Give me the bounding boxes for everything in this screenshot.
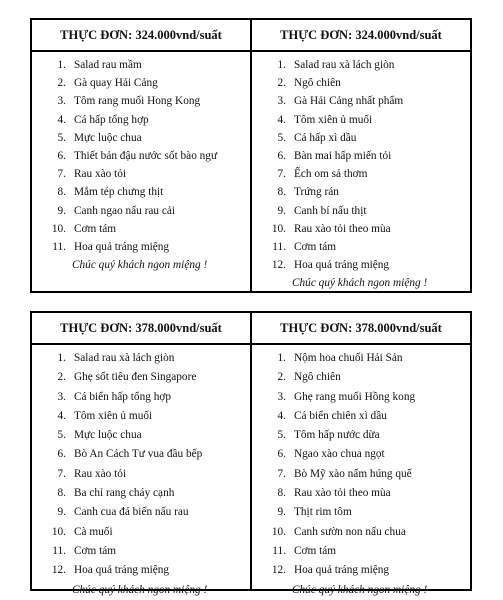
dish-item: 7. Rau xào tỏi <box>57 467 127 480</box>
dish-item: 11. Cơm tám <box>272 544 337 557</box>
dish-item: 8. Trứng rán <box>277 186 339 199</box>
dish-item: 3. Ghẹ rang muối Hồng kong <box>277 390 416 403</box>
dish-item: 3. Cá biển hấp tổng hợp <box>57 390 171 403</box>
menu-title: THỰC ĐƠN: 378.000vnd/suất <box>252 313 470 345</box>
dish-item: 9. Canh cua đá biển nấu rau <box>57 506 189 519</box>
dish-item: 5. Tôm hấp nước dừa <box>277 429 380 442</box>
dish-item: 9. Canh ngao nấu rau cải <box>57 204 176 217</box>
dish-list <box>252 52 470 274</box>
dish-list <box>32 52 250 256</box>
dish-item: 5. Cá hấp xì dầu <box>277 131 357 144</box>
menu-card-378-b <box>250 311 472 596</box>
closing-wish: Chúc quý khách ngon miệng ! <box>292 277 428 290</box>
dish-item: 2. Gà quay Hải Cảng <box>57 77 158 90</box>
dish-item: 9. Canh bí nấu thịt <box>277 204 367 217</box>
menu-title: THỰC ĐƠN: 378.000vnd/suất <box>32 313 250 345</box>
closing-wish: Chúc quý khách ngon miệng ! <box>72 259 208 272</box>
dish-item: 11. Cơm tám <box>272 240 337 253</box>
dish-item: 1. Salad rau mầm <box>57 59 142 71</box>
menu-card-324-a <box>30 18 252 293</box>
dish-item: 4. Cá biển chiên xì dầu <box>277 409 387 422</box>
dish-list <box>252 345 470 581</box>
dish-item: 10. Canh sườn non nấu chua <box>271 525 406 538</box>
closing-wish: Chúc quý khách ngon miệng ! <box>72 583 208 596</box>
menu-title: THỰC ĐƠN: 324.000vnd/suất <box>32 20 250 52</box>
dish-item: 5. Mực luộc chua <box>57 131 142 144</box>
dish-item: 1. Nộm hoa chuối Hải Sản <box>277 352 403 364</box>
dish-item: 3. Gà Hải Cảng nhất phẩm <box>277 95 404 108</box>
dish-item: 7. Bò Mỹ xào nấm húng quế <box>277 467 412 480</box>
dish-item: 12. Hoa quả tráng miệng <box>51 564 170 577</box>
dish-item: 6. Bò An Cách Tư vua đầu bếp <box>57 448 203 461</box>
dish-item: 2. Ngô chiên <box>277 371 341 384</box>
dish-item: 7. Ếch om sả thơm <box>277 168 368 181</box>
dish-item: 9. Thịt rim tôm <box>277 506 352 519</box>
dish-list <box>32 345 250 581</box>
menu-card-324-b <box>250 18 472 293</box>
dish-item: 10. Cơm tám <box>51 222 117 235</box>
menu-card-378-a <box>30 311 252 596</box>
dish-item: 10. Rau xào tỏi theo mùa <box>271 222 391 235</box>
dish-item: 6. Bàn mai hấp miến tỏi <box>277 149 392 162</box>
dish-item: 11. Hoa quả tráng miệng <box>52 240 170 253</box>
dish-item: 2. Ngô chiên <box>277 77 341 90</box>
dish-item: 1. Salad rau xà lách giòn <box>57 352 175 364</box>
dish-item: 1. Salad rau xà lách giòn <box>277 59 395 71</box>
closing-wish: Chúc quý khách ngon miệng ! <box>292 583 428 596</box>
dish-item: 6. Ngao xào chua ngọt <box>277 448 385 461</box>
dish-item: 4. Cá hấp tổng hợp <box>57 113 149 126</box>
dish-item: 7. Rau xào tỏi <box>57 168 127 181</box>
menu-title: THỰC ĐƠN: 324.000vnd/suất <box>252 20 470 52</box>
dish-item: 8. Rau xào tỏi theo mùa <box>277 487 391 500</box>
dish-item: 2. Ghẹ sốt tiêu đen Singapore <box>57 371 197 384</box>
dish-item: 11. Cơm tám <box>52 544 117 557</box>
dish-item: 5. Mực luộc chua <box>57 429 142 442</box>
dish-item: 10. Cà muối <box>51 525 113 538</box>
dish-item: 3. Tôm rang muối Hong Kong <box>57 95 201 108</box>
dish-item: 6. Thiết bản đậu nước sốt bào ngư <box>57 149 218 162</box>
dish-item: 12. Hoa quả tráng miệng <box>271 259 390 272</box>
dish-item: 8. Mắm tép chưng thịt <box>57 186 164 199</box>
dish-item: 4. Tôm xiên ủ muối <box>277 113 373 126</box>
dish-item: 12. Hoa quả tráng miệng <box>271 564 390 577</box>
dish-item: 4. Tôm xiên ủ muối <box>57 409 153 422</box>
dish-item: 8. Ba chỉ rang cháy cạnh <box>57 487 175 500</box>
